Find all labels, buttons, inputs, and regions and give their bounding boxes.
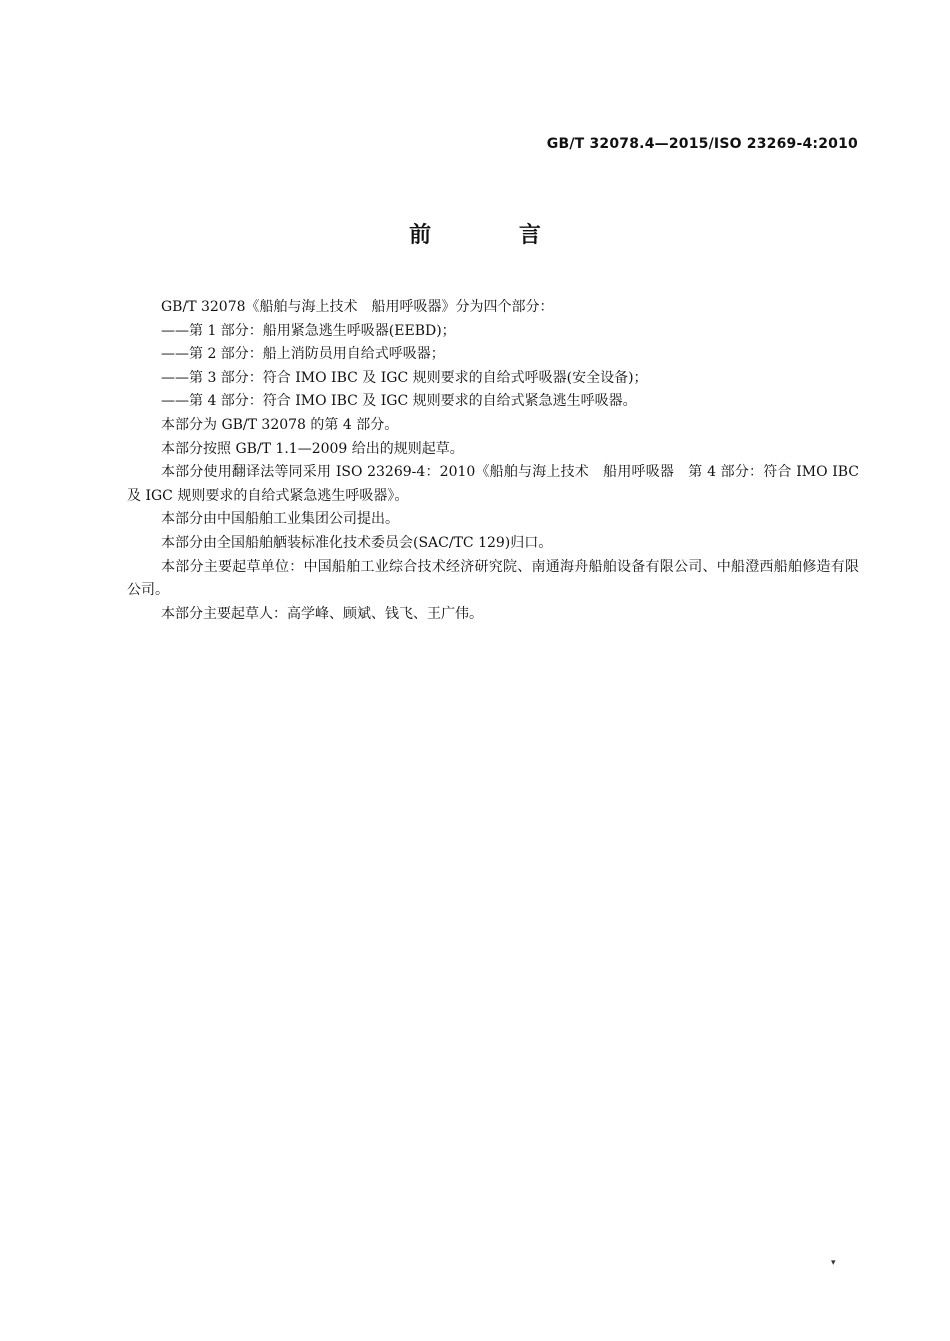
page-mark-icon: ▾ — [831, 1258, 836, 1268]
paragraph: 本部分主要起草人：高学峰、顾斌、钱飞、王广伟。 — [161, 605, 483, 622]
paragraph: 本部分由全国船舶舾装标准化技术委员会(SAC/TC 129)归口。 — [161, 534, 553, 551]
paragraph: 本部分由中国船舶工业集团公司提出。 — [161, 511, 399, 528]
part-list-item: ——第 2 部分：船上消防员用自给式呼吸器； — [161, 346, 445, 363]
paragraph: 本部分主要起草单位：中国船舶工业综合技术经济研究院、南通海舟船舶设备有限公司、中船澄西船舶修造有限公司。 — [127, 558, 859, 599]
part-list-item: ——第 4 部分：符合 IMO IBC 及 IGC 规则要求的自给式紧急逃生呼吸器。 — [161, 393, 637, 410]
page-title: 前 言 — [409, 223, 581, 248]
part-list-item: ——第 3 部分：符合 IMO IBC 及 IGC 规则要求的自给式呼吸器(安全设备)； — [161, 369, 648, 386]
part-list-item: ——第 1 部分：船用紧急逃生呼吸器(EEBD)； — [161, 322, 456, 339]
paragraph: 本部分按照 GB/T 1.1—2009 给出的规则起草。 — [161, 440, 464, 457]
standard-code: GB/T 32078.4—2015/ISO 23269-4:2010 — [546, 136, 858, 152]
foreword-body — [127, 296, 859, 626]
paragraph: 本部分使用翻译法等同采用 ISO 23269-4：2010《船舶与海上技术 船用呼吸器 第 4 部分：符合 IMO IBC 及 IGC 规则要求的自给式紧急逃生呼吸器》。 — [127, 464, 859, 504]
paragraph: 本部分为 GB/T 32078 的第 4 部分。 — [161, 416, 399, 433]
intro-paragraph: GB/T 32078《船舶与海上技术 船用呼吸器》分为四个部分： — [161, 299, 554, 315]
